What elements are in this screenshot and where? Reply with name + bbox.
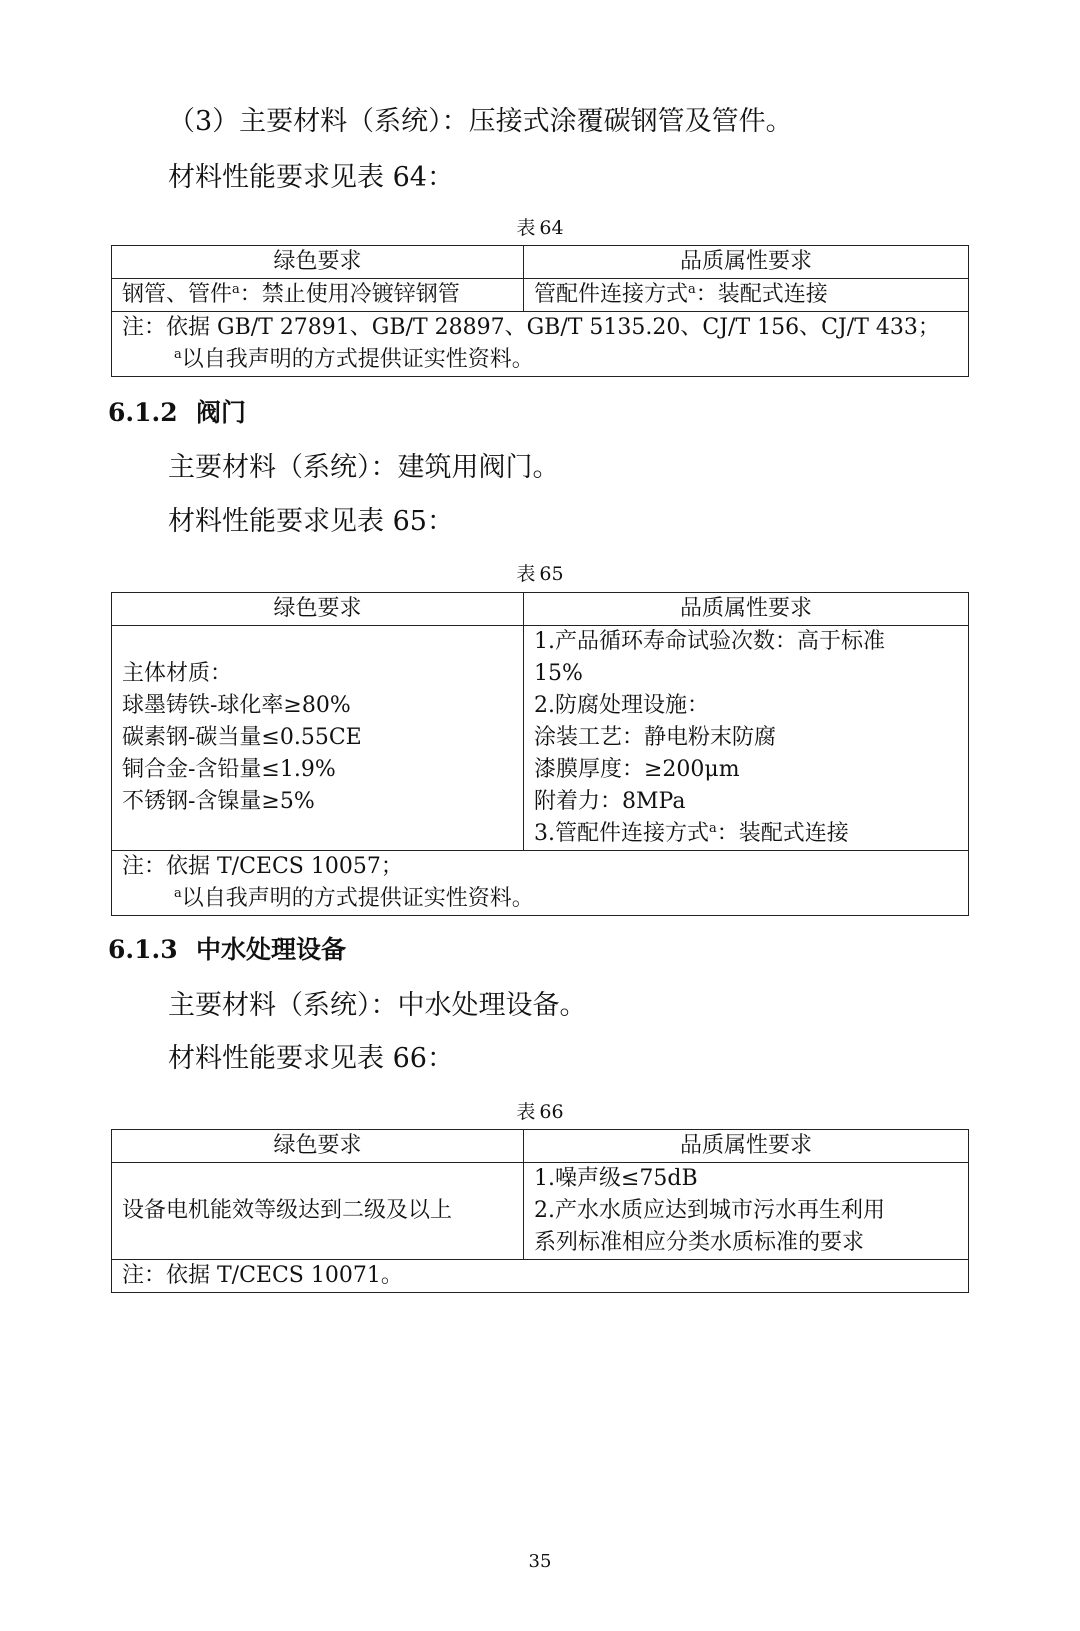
- header-quality-requirements: 品质属性要求: [524, 1130, 969, 1163]
- section-heading-6-1-2: [108, 397, 246, 429]
- note-line: [122, 344, 958, 376]
- table66-caption: [0, 1100, 1080, 1124]
- footnote-mark: a: [709, 821, 717, 836]
- table-header-row: [112, 246, 969, 279]
- section-heading-6-1-3: [108, 934, 346, 966]
- cell-line: 1.产品循环寿命试验次数：高于标准: [534, 629, 885, 654]
- header-quality-requirements: 品质属性要求: [524, 246, 969, 279]
- section612-main-material: 主要材料（系统）：建筑用阀门。: [168, 452, 560, 483]
- table-header-row: [112, 593, 969, 626]
- cell-text: 管配件连接方式: [534, 282, 689, 307]
- cell-line: 2.防腐处理设施：: [534, 693, 709, 718]
- header-green-requirements: 绿色要求: [112, 1130, 524, 1163]
- table64-caption-number: 64: [539, 217, 564, 239]
- footnote-mark: a: [174, 347, 182, 362]
- cell-green-requirement: [112, 626, 524, 851]
- footnote-mark: a: [174, 886, 182, 901]
- note-text: 以自我声明的方式提供证实性资料。: [181, 886, 534, 911]
- note-line: 注：依据 GB/T 27891、GB/T 28897、GB/T 5135.20、CJ/T 156、CJ/T 433；: [122, 315, 940, 340]
- table-row: [112, 1163, 969, 1260]
- table64-caption-prefix: 表: [516, 217, 536, 239]
- table-note-row: [112, 312, 969, 377]
- table-note-row: [112, 1260, 969, 1293]
- cell-line: 系列标准相应分类水质标准的要求: [534, 1230, 865, 1255]
- table-header-row: [112, 1130, 969, 1163]
- table-note-row: [112, 851, 969, 916]
- cell-line: 不锈钢-含镍量≥5%: [122, 789, 315, 814]
- intro-main-material: （3）主要材料（系统）：压接式涂覆碳钢管及管件。: [168, 106, 793, 137]
- cell-line: 铜合金-含铅量≤1.9%: [122, 757, 336, 782]
- table66-caption-number: 66: [539, 1101, 564, 1123]
- cell-line: 主体材质：: [122, 661, 233, 686]
- cell-line: 附着力：8MPa: [534, 789, 686, 814]
- header-quality-requirements: 品质属性要求: [524, 593, 969, 626]
- table-64: [111, 245, 969, 377]
- cell-quality-requirement: [524, 626, 969, 851]
- cell-green-requirement: [112, 279, 524, 312]
- cell-quality-requirement: [524, 1163, 969, 1260]
- cell-text: ：装配式连接: [716, 821, 849, 846]
- table-65: [111, 592, 969, 916]
- cell-line: 碳素钢-碳当量≤0.55CE: [122, 725, 362, 750]
- footnote-mark: a: [232, 282, 240, 297]
- cell-text: ：装配式连接: [695, 282, 828, 307]
- intro-table-reference: 材料性能要求见表 64：: [168, 162, 454, 193]
- table-66: [111, 1129, 969, 1293]
- table65-caption: [0, 562, 1080, 586]
- section612-table-reference: 材料性能要求见表 65：: [168, 506, 454, 537]
- note-line: [122, 883, 958, 915]
- cell-line: 漆膜厚度：≥200μm: [534, 757, 740, 782]
- table-note: 注：依据 T/CECS 10071。: [112, 1260, 969, 1293]
- table-note: [112, 851, 969, 916]
- table-note: [112, 312, 969, 377]
- cell-line: 1.噪声级≤75dB: [534, 1166, 698, 1191]
- cell-line: 15%: [534, 661, 583, 686]
- cell-line: 涂装工艺：静电粉末防腐: [534, 725, 777, 750]
- table65-caption-prefix: 表: [516, 563, 536, 585]
- note-text: 以自我声明的方式提供证实性资料。: [181, 347, 534, 372]
- cell-line: 2.产水水质应达到城市污水再生利用: [534, 1198, 885, 1223]
- section-number: 6.1.3: [108, 935, 178, 964]
- cell-text: ：禁止使用冷镀锌钢管: [239, 282, 460, 307]
- cell-line: 球墨铸铁-球化率≥80%: [122, 693, 351, 718]
- section-number: 6.1.2: [108, 398, 178, 427]
- section-title: 中水处理设备: [196, 935, 347, 964]
- header-green-requirements: 绿色要求: [112, 593, 524, 626]
- section613-table-reference: 材料性能要求见表 66：: [168, 1043, 454, 1074]
- header-green-requirements: 绿色要求: [112, 246, 524, 279]
- footnote-mark: a: [688, 282, 696, 297]
- note-line: 注：依据 T/CECS 10057；: [122, 854, 403, 879]
- cell-text: 3.管配件连接方式: [534, 821, 709, 846]
- table65-caption-number: 65: [539, 563, 564, 585]
- table64-caption: [0, 216, 1080, 240]
- cell-line: [534, 818, 958, 850]
- table-row: [112, 626, 969, 851]
- page-number: 35: [528, 1551, 552, 1572]
- table66-caption-prefix: 表: [516, 1101, 536, 1123]
- table-row: [112, 279, 969, 312]
- cell-text: 钢管、管件: [122, 282, 233, 307]
- cell-green-requirement: 设备电机能效等级达到二级及以上: [112, 1163, 524, 1260]
- section-title: 阀门: [196, 398, 247, 427]
- section613-main-material: 主要材料（系统）：中水处理设备。: [168, 990, 587, 1021]
- cell-quality-requirement: [524, 279, 969, 312]
